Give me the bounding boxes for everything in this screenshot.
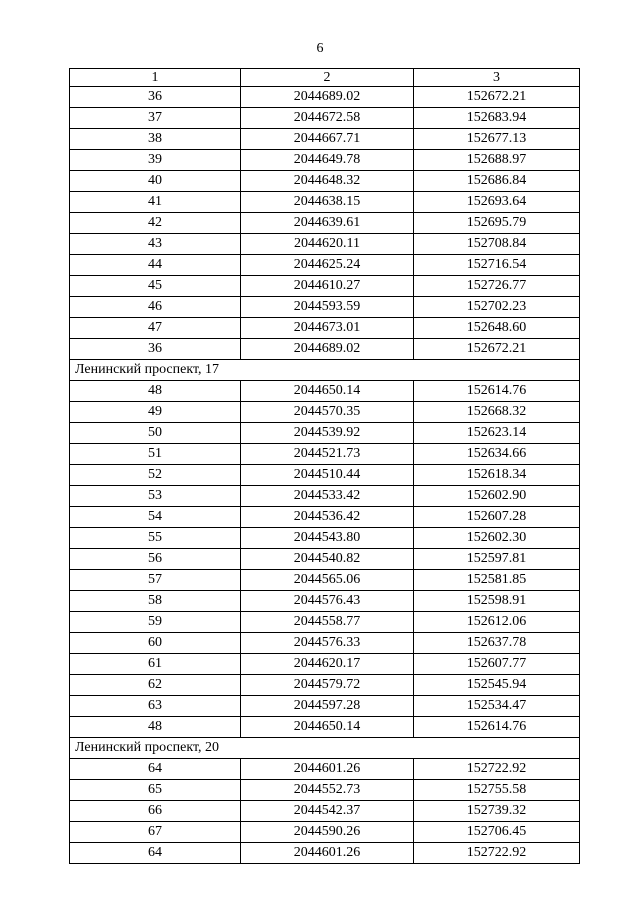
x-coordinate-cell: 2044539.92 xyxy=(241,423,414,444)
x-coordinate-cell: 2044542.37 xyxy=(241,801,414,822)
section-row xyxy=(70,738,580,759)
point-number-cell: 63 xyxy=(70,696,241,717)
table-row xyxy=(70,108,580,129)
point-number-cell: 36 xyxy=(70,339,241,360)
table-row xyxy=(70,423,580,444)
table-row xyxy=(70,444,580,465)
coordinates-table xyxy=(69,68,580,864)
table-row xyxy=(70,150,580,171)
point-number-cell: 58 xyxy=(70,591,241,612)
point-number-cell: 48 xyxy=(70,381,241,402)
y-coordinate-cell: 152623.14 xyxy=(414,423,580,444)
x-coordinate-cell: 2044620.17 xyxy=(241,654,414,675)
x-coordinate-cell: 2044673.01 xyxy=(241,318,414,339)
y-coordinate-cell: 152716.54 xyxy=(414,255,580,276)
table-row xyxy=(70,843,580,864)
x-coordinate-cell: 2044625.24 xyxy=(241,255,414,276)
x-coordinate-cell: 2044597.28 xyxy=(241,696,414,717)
y-coordinate-cell: 152722.92 xyxy=(414,843,580,864)
point-number-cell: 40 xyxy=(70,171,241,192)
table-row xyxy=(70,780,580,801)
x-coordinate-cell: 2044648.32 xyxy=(241,171,414,192)
y-coordinate-cell: 152695.79 xyxy=(414,213,580,234)
y-coordinate-cell: 152722.92 xyxy=(414,759,580,780)
table-row xyxy=(70,381,580,402)
point-number-cell: 39 xyxy=(70,150,241,171)
point-number-cell: 38 xyxy=(70,129,241,150)
x-coordinate-cell: 2044543.80 xyxy=(241,528,414,549)
point-number-cell: 51 xyxy=(70,444,241,465)
y-coordinate-cell: 152581.85 xyxy=(414,570,580,591)
x-coordinate-cell: 2044540.82 xyxy=(241,549,414,570)
table-row xyxy=(70,129,580,150)
x-coordinate-cell: 2044576.43 xyxy=(241,591,414,612)
x-coordinate-cell: 2044672.58 xyxy=(241,108,414,129)
point-number-cell: 66 xyxy=(70,801,241,822)
x-coordinate-cell: 2044649.78 xyxy=(241,150,414,171)
table-row xyxy=(70,171,580,192)
x-coordinate-cell: 2044639.61 xyxy=(241,213,414,234)
point-number-cell: 59 xyxy=(70,612,241,633)
point-number-cell: 62 xyxy=(70,675,241,696)
x-coordinate-cell: 2044576.33 xyxy=(241,633,414,654)
y-coordinate-cell: 152726.77 xyxy=(414,276,580,297)
y-coordinate-cell: 152534.47 xyxy=(414,696,580,717)
section-title: Ленинский проспект, 20 xyxy=(70,738,580,759)
y-coordinate-cell: 152614.76 xyxy=(414,381,580,402)
y-coordinate-cell: 152668.32 xyxy=(414,402,580,423)
x-coordinate-cell: 2044601.26 xyxy=(241,759,414,780)
section-row xyxy=(70,360,580,381)
x-coordinate-cell: 2044650.14 xyxy=(241,381,414,402)
point-number-cell: 42 xyxy=(70,213,241,234)
y-coordinate-cell: 152708.84 xyxy=(414,234,580,255)
point-number-cell: 45 xyxy=(70,276,241,297)
point-number-cell: 41 xyxy=(70,192,241,213)
table-row xyxy=(70,675,580,696)
x-coordinate-cell: 2044521.73 xyxy=(241,444,414,465)
y-coordinate-cell: 152598.91 xyxy=(414,591,580,612)
point-number-cell: 37 xyxy=(70,108,241,129)
x-coordinate-cell: 2044601.26 xyxy=(241,843,414,864)
table-row xyxy=(70,87,580,108)
x-coordinate-cell: 2044610.27 xyxy=(241,276,414,297)
column-header-3: 3 xyxy=(414,69,580,87)
table-row xyxy=(70,822,580,843)
x-coordinate-cell: 2044593.59 xyxy=(241,297,414,318)
table-row xyxy=(70,633,580,654)
table-row xyxy=(70,570,580,591)
table-row xyxy=(70,507,580,528)
y-coordinate-cell: 152614.76 xyxy=(414,717,580,738)
y-coordinate-cell: 152739.32 xyxy=(414,801,580,822)
y-coordinate-cell: 152618.34 xyxy=(414,465,580,486)
table-row xyxy=(70,759,580,780)
point-number-cell: 67 xyxy=(70,822,241,843)
table-row xyxy=(70,402,580,423)
x-coordinate-cell: 2044667.71 xyxy=(241,129,414,150)
column-header-2: 2 xyxy=(241,69,414,87)
table-row xyxy=(70,339,580,360)
x-coordinate-cell: 2044570.35 xyxy=(241,402,414,423)
x-coordinate-cell: 2044510.44 xyxy=(241,465,414,486)
table-row xyxy=(70,612,580,633)
x-coordinate-cell: 2044533.42 xyxy=(241,486,414,507)
point-number-cell: 36 xyxy=(70,87,241,108)
y-coordinate-cell: 152597.81 xyxy=(414,549,580,570)
point-number-cell: 50 xyxy=(70,423,241,444)
page-number: 6 xyxy=(316,41,324,56)
x-coordinate-cell: 2044650.14 xyxy=(241,717,414,738)
table-row xyxy=(70,234,580,255)
table-row xyxy=(70,276,580,297)
y-coordinate-cell: 152602.30 xyxy=(414,528,580,549)
y-coordinate-cell: 152702.23 xyxy=(414,297,580,318)
x-coordinate-cell: 2044565.06 xyxy=(241,570,414,591)
point-number-cell: 65 xyxy=(70,780,241,801)
y-coordinate-cell: 152672.21 xyxy=(414,87,580,108)
y-coordinate-cell: 152688.97 xyxy=(414,150,580,171)
point-number-cell: 61 xyxy=(70,654,241,675)
table-row xyxy=(70,528,580,549)
point-number-cell: 64 xyxy=(70,759,241,780)
y-coordinate-cell: 152677.13 xyxy=(414,129,580,150)
point-number-cell: 64 xyxy=(70,843,241,864)
point-number-cell: 52 xyxy=(70,465,241,486)
table-row xyxy=(70,654,580,675)
point-number-cell: 44 xyxy=(70,255,241,276)
table-row xyxy=(70,465,580,486)
y-coordinate-cell: 152637.78 xyxy=(414,633,580,654)
y-coordinate-cell: 152545.94 xyxy=(414,675,580,696)
x-coordinate-cell: 2044552.73 xyxy=(241,780,414,801)
x-coordinate-cell: 2044536.42 xyxy=(241,507,414,528)
x-coordinate-cell: 2044638.15 xyxy=(241,192,414,213)
y-coordinate-cell: 152602.90 xyxy=(414,486,580,507)
table-header-row xyxy=(70,69,580,87)
table-row xyxy=(70,549,580,570)
table-row xyxy=(70,591,580,612)
x-coordinate-cell: 2044689.02 xyxy=(241,87,414,108)
point-number-cell: 56 xyxy=(70,549,241,570)
x-coordinate-cell: 2044579.72 xyxy=(241,675,414,696)
point-number-cell: 47 xyxy=(70,318,241,339)
table-row xyxy=(70,696,580,717)
x-coordinate-cell: 2044558.77 xyxy=(241,612,414,633)
section-title: Ленинский проспект, 17 xyxy=(70,360,580,381)
x-coordinate-cell: 2044590.26 xyxy=(241,822,414,843)
x-coordinate-cell: 2044689.02 xyxy=(241,339,414,360)
point-number-cell: 43 xyxy=(70,234,241,255)
point-number-cell: 48 xyxy=(70,717,241,738)
table-body xyxy=(70,87,580,864)
point-number-cell: 49 xyxy=(70,402,241,423)
y-coordinate-cell: 152607.77 xyxy=(414,654,580,675)
y-coordinate-cell: 152672.21 xyxy=(414,339,580,360)
table-row xyxy=(70,717,580,738)
point-number-cell: 46 xyxy=(70,297,241,318)
y-coordinate-cell: 152706.45 xyxy=(414,822,580,843)
point-number-cell: 57 xyxy=(70,570,241,591)
x-coordinate-cell: 2044620.11 xyxy=(241,234,414,255)
point-number-cell: 53 xyxy=(70,486,241,507)
y-coordinate-cell: 152683.94 xyxy=(414,108,580,129)
table-row xyxy=(70,255,580,276)
table-row xyxy=(70,318,580,339)
table-row xyxy=(70,801,580,822)
point-number-cell: 54 xyxy=(70,507,241,528)
table-row xyxy=(70,192,580,213)
y-coordinate-cell: 152634.66 xyxy=(414,444,580,465)
table-row xyxy=(70,213,580,234)
point-number-cell: 60 xyxy=(70,633,241,654)
y-coordinate-cell: 152686.84 xyxy=(414,171,580,192)
column-header-1: 1 xyxy=(70,69,241,87)
y-coordinate-cell: 152607.28 xyxy=(414,507,580,528)
table-row xyxy=(70,486,580,507)
point-number-cell: 55 xyxy=(70,528,241,549)
y-coordinate-cell: 152612.06 xyxy=(414,612,580,633)
table-row xyxy=(70,297,580,318)
y-coordinate-cell: 152693.64 xyxy=(414,192,580,213)
y-coordinate-cell: 152755.58 xyxy=(414,780,580,801)
y-coordinate-cell: 152648.60 xyxy=(414,318,580,339)
